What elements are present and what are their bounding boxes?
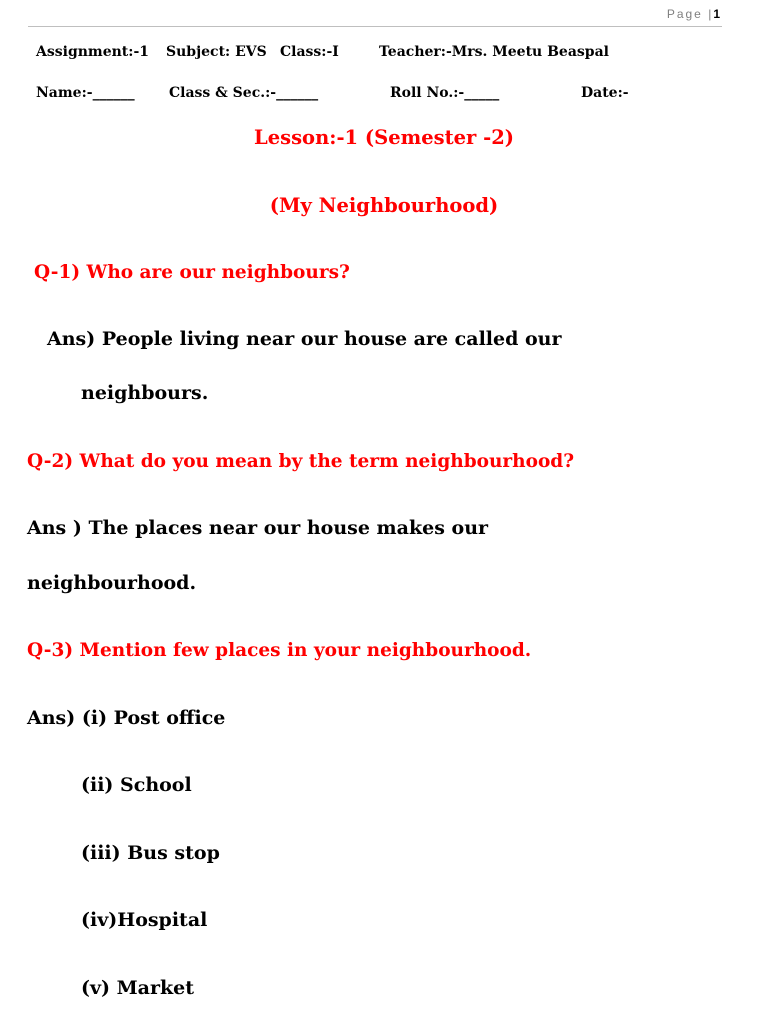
answer-3-line-4: (iv)Hospital: [81, 909, 208, 931]
lesson-title: Lesson:-1 (Semester -2): [253, 126, 514, 149]
header-divider: [28, 26, 722, 27]
page-number: 1: [713, 7, 720, 21]
class-section-field-label: Class & Sec.:-______: [169, 85, 319, 101]
question-1: Q-1) Who are our neighbours?: [34, 262, 350, 283]
name-field-label: Name:-______: [36, 85, 135, 101]
answer-3-line-2: (ii) School: [81, 774, 192, 796]
answer-3-line-1: Ans) (i) Post office: [27, 707, 226, 729]
question-2: Q-2) What do you mean by the term neighbourhood?: [27, 451, 575, 472]
page-separator: |: [708, 7, 714, 21]
answer-2-line-2: neighbourhood.: [27, 572, 197, 594]
answer-1-line-2: neighbours.: [81, 382, 209, 404]
page-word: Page: [666, 7, 703, 21]
lesson-subtitle: (My Neighbourhood): [269, 194, 499, 217]
date-field-label: Date:-: [581, 85, 629, 101]
class-label: Class:-I: [280, 44, 339, 60]
assignment-label: Assignment:-1: [36, 44, 149, 60]
roll-number-field-label: Roll No.:-_____: [390, 85, 500, 101]
answer-3-line-5: (v) Market: [81, 977, 195, 999]
answer-2-line-1: Ans ) The places near our house makes our: [27, 517, 489, 539]
page-number-label: [667, 7, 720, 21]
subject-label: Subject: EVS: [166, 44, 267, 60]
answer-1-line-1: Ans) People living near our house are called our: [47, 328, 562, 350]
teacher-label: Teacher:-Mrs. Meetu Beaspal: [379, 44, 609, 60]
question-3: Q-3) Mention few places in your neighbourhood.: [27, 640, 532, 661]
answer-3-line-3: (iii) Bus stop: [81, 842, 220, 864]
